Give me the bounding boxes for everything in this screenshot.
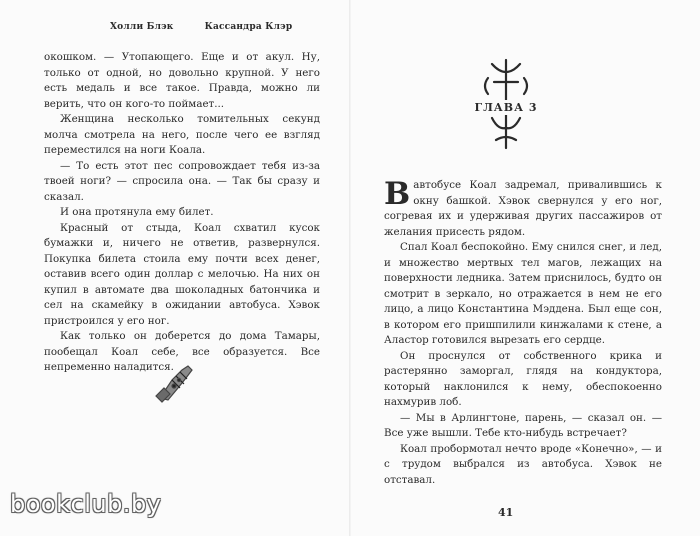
opening-paragraph bbox=[384, 178, 662, 240]
paragraph: Коал пробормотал нечто вроде «Конечно», — и с трудом выбрался из автобуса. Хэвок не отставал. bbox=[384, 442, 662, 486]
paragraph: — То есть этот пес сопровождает тебя из-за твоей ноги? — спросила она. — Так бы сразу и сказал. bbox=[44, 159, 320, 203]
paragraph: Спал Коал беспокойно. Ему снился снег, и лед, и множество мертвых тел магов, лежащих на поверхности ледника. Затем приснилось, будто он смотрит в зеркало, но отражается в нем не его лицо, а лицо Константина Мэддена. Был еще сон, в котором его пришпилили кинжалами к стене, а Аластор готовился вырезать его сердце. bbox=[384, 241, 662, 346]
paragraph: Он проснулся от собственного крика и растерянно заморгал, глядя на кондуктора, который наклонился к нему, обеспокоенно нахмурив лоб. bbox=[384, 349, 662, 408]
paragraph: Как только он доберется до дома Тамары, пообещал Коал себе, все образуется. Все непременно наладится. bbox=[44, 330, 320, 373]
paragraph: И она протянула ему билет. bbox=[60, 206, 214, 218]
paragraph: — Мы в Арлингтоне, парень, — сказал он. — Все уже вышли. Тебе кто-нибудь встречает? bbox=[384, 411, 662, 439]
paragraph: окошком. — Утопающего. Еще и от акул. Ну, только от одной, но довольно крупной. У него есть медаль и все такое. Правда, можно ли верить, что он кого-то поймает... bbox=[44, 51, 320, 110]
running-head bbox=[110, 22, 320, 32]
paragraph-text: автобусе Коал задремал, привалившись к окну башкой. Хэвок свернулся у его ног, согревая их и удерживая других пассажиров от желания присесть рядом. bbox=[384, 179, 662, 238]
author-1: Холли Блэк bbox=[110, 22, 174, 32]
paragraph: Красный от стыда, Коал схватил кусок бумажки и, ничего не ответив, развернулся. Покупка билета стоила ему почти всех денег, оставив всего один доллар с мелочью. На них он купил в автомате два шоколадных батончика и сел на скамейку в ожидании автобуса. Хэвок пристроился у его ног. bbox=[44, 221, 320, 327]
page-number: 41 bbox=[498, 506, 514, 519]
right-page-text bbox=[384, 178, 662, 488]
chapter-title: ГЛАВА 3 bbox=[470, 100, 542, 115]
watermark: bookclub.by bbox=[10, 490, 162, 518]
left-page-text bbox=[44, 50, 320, 376]
gauntlet-icon bbox=[152, 358, 196, 404]
paragraph: Женщина несколько томительных секунд молча смотрела на него, после чего ее взгляд переместился на ноги Коала. bbox=[44, 113, 320, 156]
drop-cap: В bbox=[384, 176, 411, 212]
author-2: Кассандра Клэр bbox=[204, 22, 293, 32]
